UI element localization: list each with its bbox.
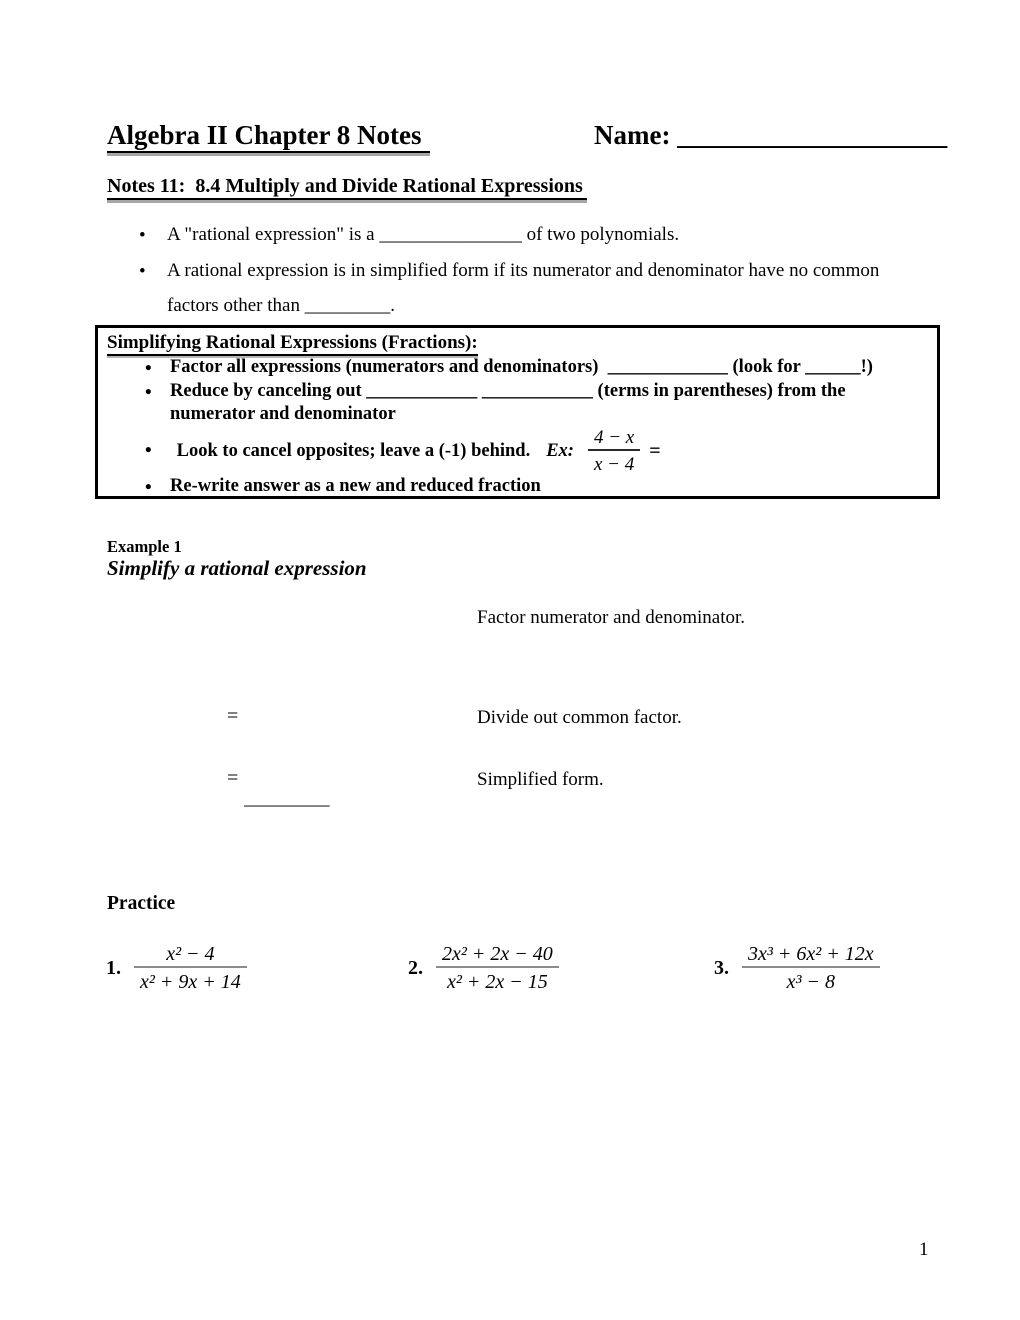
fraction-denominator: x² + 9x + 14 [134, 966, 247, 994]
fraction-numerator: x² − 4 [166, 942, 215, 965]
equals-sign: = [227, 767, 239, 789]
bullet-icon: • [145, 440, 152, 461]
fraction-numerator: 2x² + 2x − 40 [442, 942, 553, 965]
name-row [594, 120, 947, 151]
answer-blank-line: _________ [244, 788, 330, 809]
bullet-icon: • [139, 225, 146, 246]
fraction-denominator: x − 4 [588, 449, 640, 476]
bullet-icon: • [145, 382, 152, 403]
box-heading [107, 332, 478, 354]
fraction-numerator: 3x³ + 6x² + 12x [748, 942, 874, 965]
fraction-denominator: x³ − 8 [742, 966, 880, 994]
step-note-factor: Factor numerator and denominator. [477, 607, 746, 628]
example-fraction [588, 427, 640, 476]
section-heading-text: Notes 11: 8.4 Multiply and Divide Rational Expressions [107, 175, 587, 200]
page-title [107, 120, 430, 151]
problem-fraction [134, 943, 247, 994]
fraction-numerator: 4 − x [593, 426, 635, 448]
box-item-opposites [145, 422, 661, 480]
simplifying-rules-box [95, 325, 940, 499]
problem-fraction [742, 943, 880, 994]
practice-problem-2 [408, 936, 559, 1000]
equals-sign: = [649, 439, 661, 462]
box-item-opposites-text: Look to cancel opposites; leave a (-1) behind. [176, 440, 531, 461]
box-item-reduce-line2: numerator and denominator [170, 404, 396, 424]
example-title: Simplify a rational expression [107, 556, 367, 580]
step-note-simplified: Simplified form. [477, 769, 604, 790]
box-heading-text: Simplifying Rational Expressions (Fractions): [107, 332, 478, 356]
bullet-icon: • [145, 358, 152, 379]
practice-problem-3 [714, 936, 880, 1000]
box-item-factor: Factor all expressions (numerators and denominators) _____________ (look for ______!) [170, 357, 873, 377]
problem-fraction [436, 943, 559, 994]
fraction-denominator: x² + 2x − 15 [436, 966, 559, 994]
box-item-rewrite: Re-write answer as a new and reduced fraction [170, 476, 541, 496]
step-note-divide: Divide out common factor. [477, 707, 682, 728]
bullet-icon: • [139, 261, 146, 282]
section-heading [107, 175, 587, 198]
intro-bullet-2-line1: A rational expression is in simplified form if its numerator and denominator have no common [167, 260, 880, 281]
intro-bullet-2-line2: factors other than _________. [167, 295, 395, 316]
example-label: Example 1 [107, 537, 182, 556]
problem-number: 1. [106, 956, 121, 979]
problem-number: 3. [714, 956, 729, 979]
page-title-text: Algebra II Chapter 8 Notes [107, 120, 430, 153]
name-blank-line: ____________________ [677, 120, 948, 150]
practice-problem-1 [106, 936, 247, 1000]
bullet-icon: • [145, 477, 152, 498]
problem-number: 2. [408, 956, 423, 979]
name-label: Name: [594, 120, 671, 150]
intro-bullet-1: A "rational expression" is a _______________ of two polynomials. [167, 224, 680, 245]
box-item-reduce-line1: Reduce by canceling out ____________ ____________ (terms in parentheses) from the [170, 381, 846, 401]
page-number: 1 [919, 1239, 929, 1260]
equals-sign: = [227, 705, 239, 727]
practice-heading: Practice [107, 893, 176, 914]
example-abbrev-label: Ex: [546, 440, 574, 461]
